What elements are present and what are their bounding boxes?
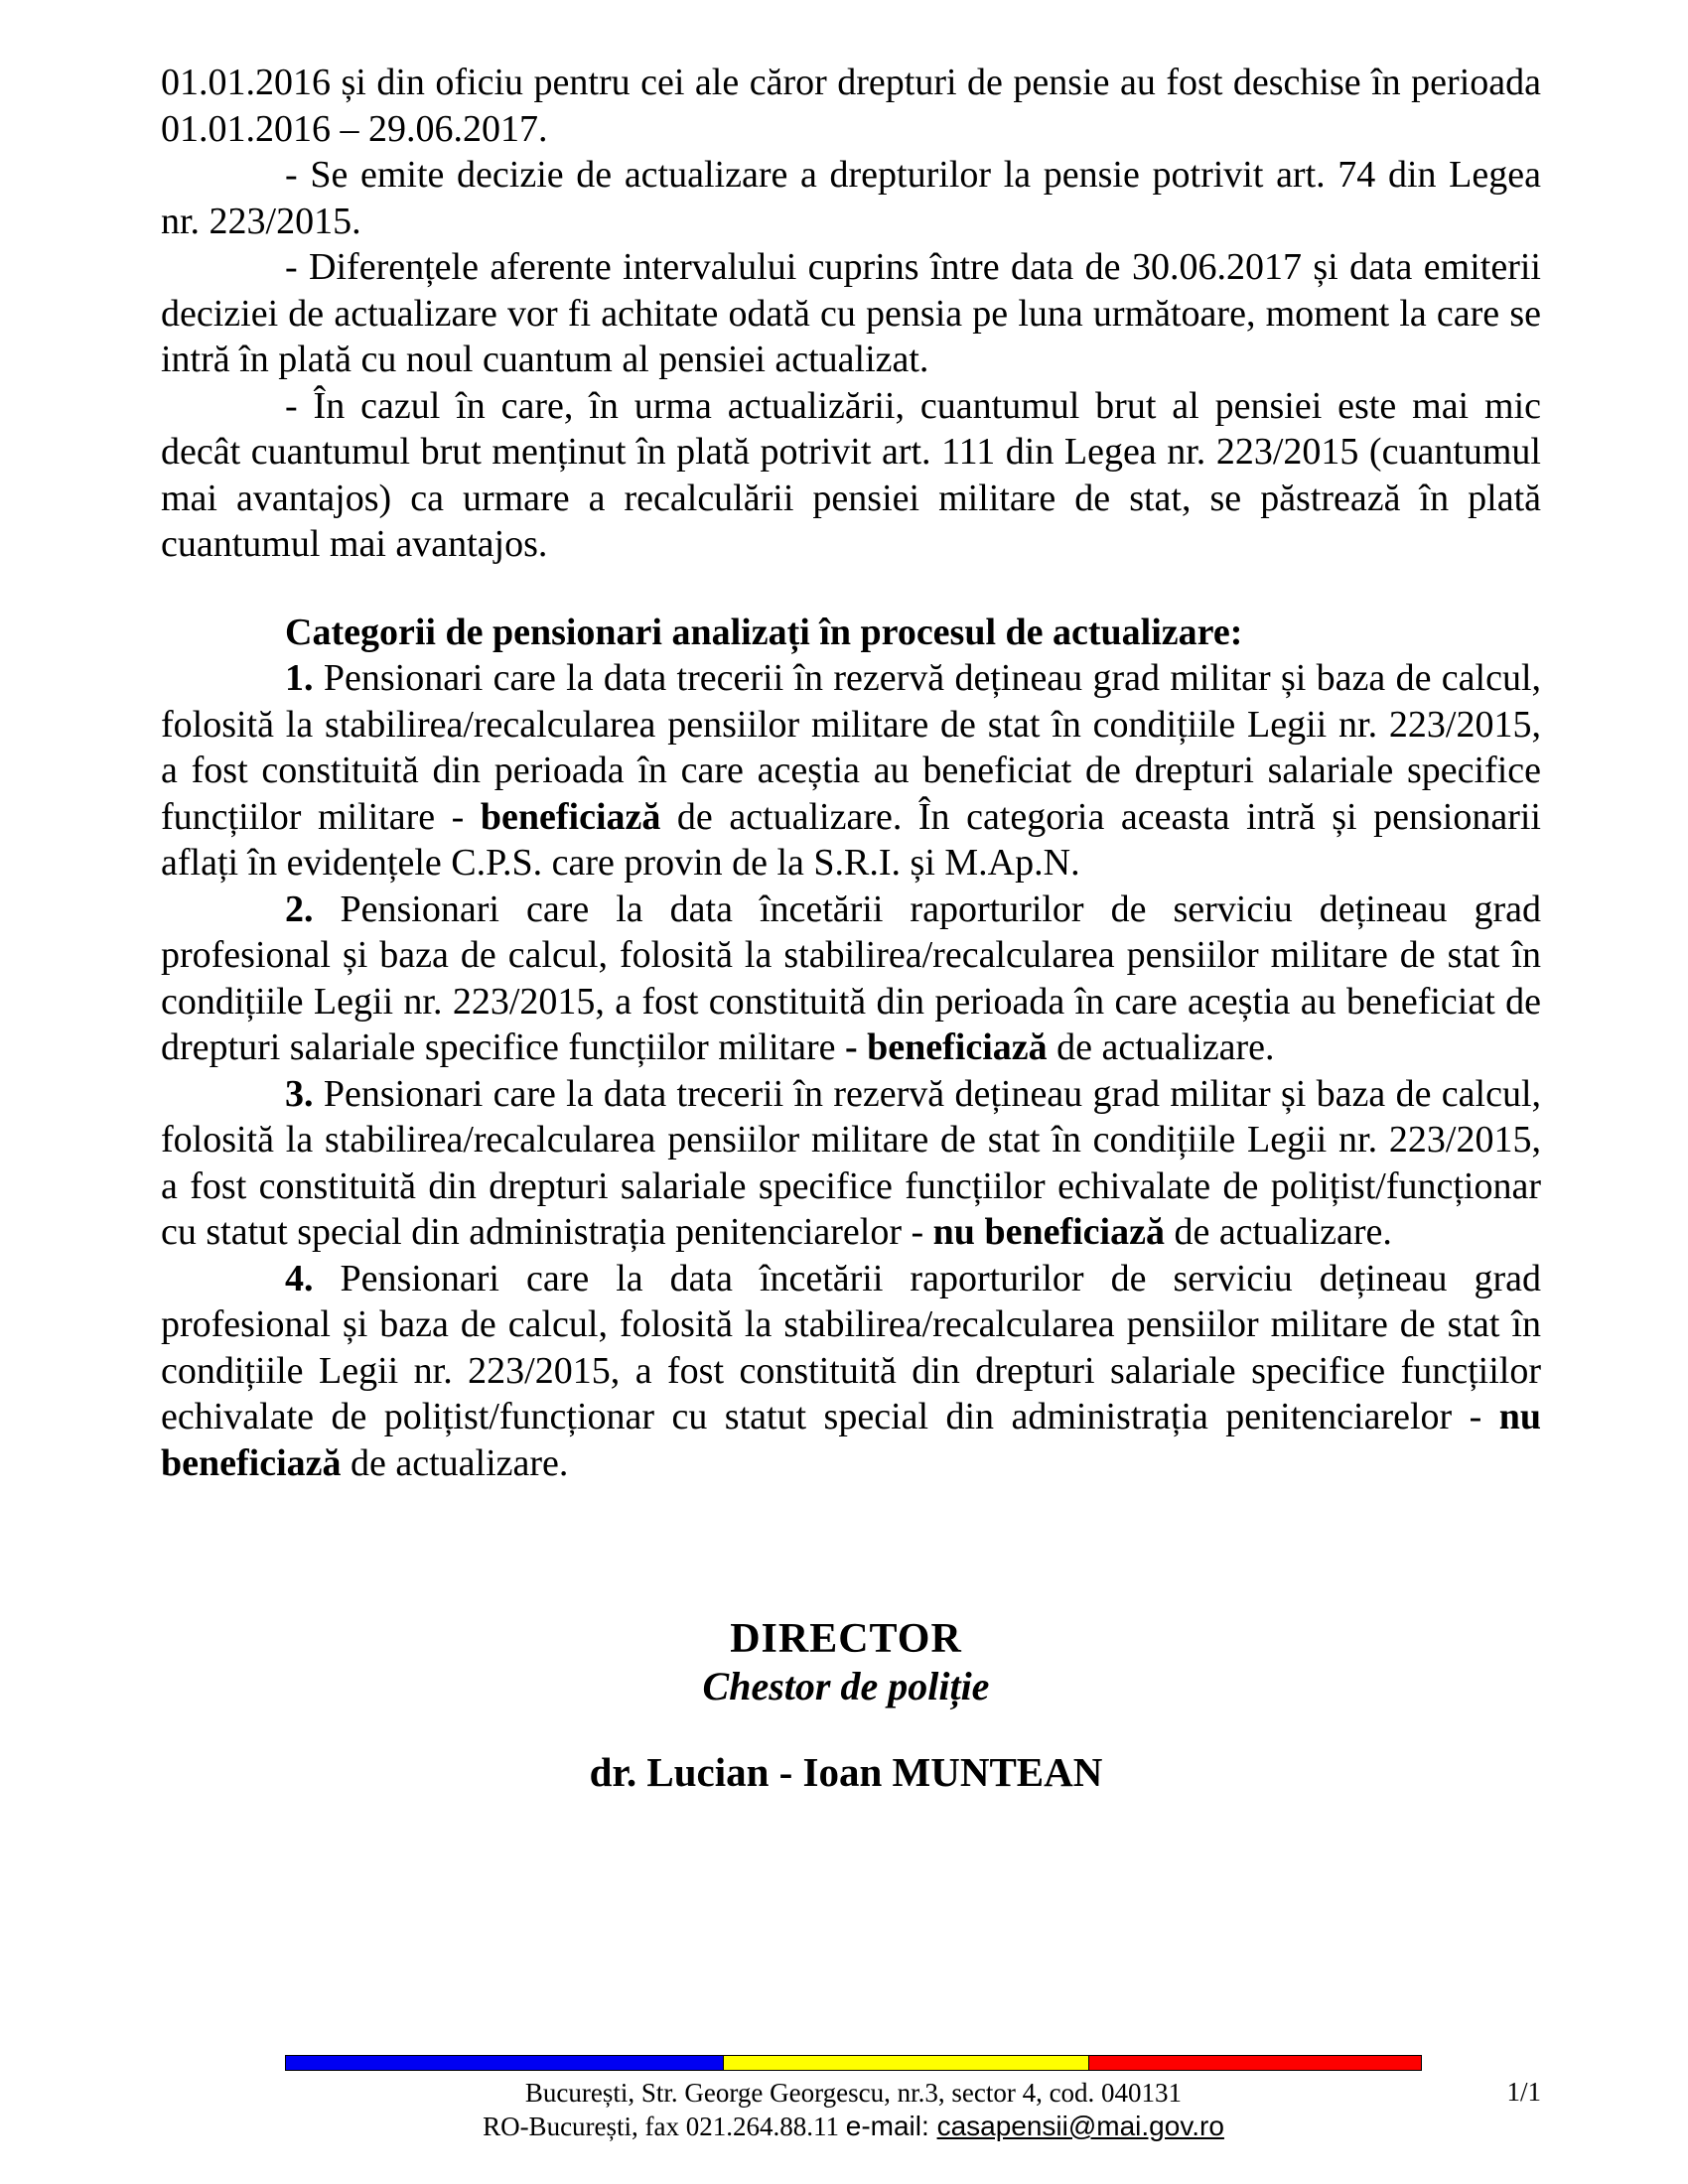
text-run: 4. <box>285 1257 341 1299</box>
text-run: de actualizare. <box>341 1441 569 1484</box>
section-heading: Categorii de pensionari analizați în procesul de actualizare: <box>285 611 1243 653</box>
text-run: Pensionari care la data trecerii în rezervă dețineau grad militar și baza de calcul, folosită la stabilirea/recalcularea pensiilor militare de stat în condițiile Legii nr. 223/2015, a fost constituită din perioada în care aceștia au beneficiat de drepturi salariale specifice funcțiilor militare - <box>161 657 1542 838</box>
paragraph <box>161 244 1541 383</box>
paragraph-category-4 <box>161 1256 1541 1487</box>
text-run: de actualizare. <box>1047 1026 1275 1068</box>
email-label: e-mail: <box>845 2111 937 2141</box>
page-number: 1/1 <box>1506 2077 1541 2107</box>
paragraph-category-2 <box>161 887 1541 1071</box>
flag-yellow-segment <box>723 2056 1087 2070</box>
text-run: - În cazul în care, în urma actualizării, cuantumul brut al pensiei este mai mic decât cuantumul brut menținut în plată potrivit art. 111 din Legea nr. 223/2015 (cuantumul mai avantajos) ca urmare a recalculării pensiei militare de stat, se păstrează în plată cuantumul mai avantajos. <box>161 384 1541 565</box>
document-body <box>161 60 1541 1486</box>
signature-title: DIRECTOR <box>730 1616 962 1662</box>
paragraph-category-1 <box>161 655 1541 887</box>
text-run: - Diferențele aferente intervalului cuprins între data de 30.06.2017 și data emiterii deciziei de actualizare vor fi achitate odată cu pensia pe luna următoare, moment la care se intră în plată cu noul cuantum al pensiei actualizat. <box>161 246 1541 380</box>
footer-fax: RO-București, fax 021.264.88.11 <box>483 2112 846 2141</box>
text-run: de actualizare. <box>1164 1211 1392 1253</box>
signature-name: dr. Lucian - Ioan MUNTEAN <box>589 1749 1103 1795</box>
text-run: 3. <box>285 1072 324 1115</box>
paragraph <box>161 152 1541 244</box>
text-run: Pensionari care la data încetării raporturilor de serviciu dețineau grad profesional și baza de calcul, folosită la stabilirea/recalcularea pensiilor militare de stat în condițiile Legii nr. 223/2015, a fost constituită din drepturi salariale specifice funcțiilor echivalate de polițist/funcționar cu statut special din administrația penitenciarelor - <box>161 1257 1542 1437</box>
text-run: Pensionari care la data trecerii în rezervă dețineau grad militar și baza de calcul, folosită la stabilirea/recalcularea pensiilor militare de stat în condițiile Legii nr. 223/2015, a fost constituită din drepturi salariale specifice funcțiilor echivalate de polițist/funcționar cu statut special din administrația penitenciarelor - <box>161 1072 1542 1253</box>
text-run: Pensionari care la data încetării raporturilor de serviciu dețineau grad profesional și baza de calcul, folosită la stabilirea/recalcularea pensiilor militare de stat în condițiile Legii nr. 223/2015, a fost constituită din perioada în care aceștia au beneficiat de drepturi salariale specifice funcțiilor militare <box>161 887 1542 1068</box>
text-run: de actualizare. În categoria aceasta intră și pensionarii aflați în evidențele C.P.S. care provin de la S.R.I. și M.Ap.N. <box>161 795 1541 884</box>
flag-blue-segment <box>286 2056 723 2070</box>
flag-red-segment <box>1088 2056 1421 2070</box>
paragraph <box>161 60 1541 152</box>
text-run: nu beneficiază <box>932 1211 1165 1253</box>
paragraph-category-3 <box>161 1071 1541 1256</box>
paragraph <box>161 383 1541 568</box>
text-run: - beneficiază <box>844 1026 1048 1068</box>
signature-rank: Chestor de poliție <box>702 1664 990 1708</box>
text-run: 01.01.2016 și din oficiu pentru cei ale căror drepturi de pensie au fost deschise în perioada 01.01.2016 – 29.06.2017. <box>161 62 1541 150</box>
footer-contact <box>285 2110 1422 2143</box>
text-run: beneficiază <box>480 795 661 838</box>
email-link[interactable]: casapensii@mai.gov.ro <box>936 2111 1224 2141</box>
footer-address: București, Str. George Georgescu, nr.3, sector 4, cod. 040131 <box>524 2078 1183 2108</box>
text-run: - Se emite decizie de actualizare a drepturilor la pensie potrivit art. 74 din Legea nr. 223/2015. <box>161 154 1541 242</box>
text-run: 1. <box>285 657 324 699</box>
signature-block <box>161 1616 1531 1796</box>
romanian-flag-bar <box>285 2055 1422 2071</box>
text-run: 2. <box>285 887 341 930</box>
text-run: nu beneficiază <box>161 1396 1541 1484</box>
footer <box>285 2077 1422 2143</box>
